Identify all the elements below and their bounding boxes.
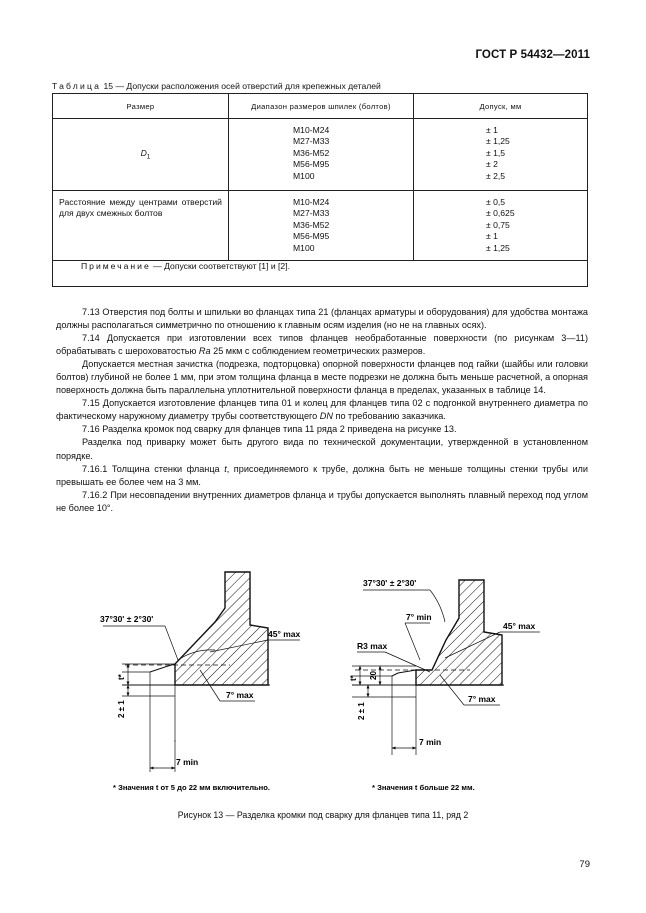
right-weld-drawing xyxy=(352,580,540,755)
left-bevel-label: 7° max xyxy=(226,690,254,700)
left-weld-drawing xyxy=(103,572,300,772)
table-caption-text: 15 — Допуски расположения осей отверстий для крепежных деталей xyxy=(101,81,381,91)
range-cell xyxy=(229,191,414,261)
paragraph-7-15-tail: по требованию заказчика. xyxy=(332,411,446,422)
range-value: M100 xyxy=(293,242,315,253)
header-range: Диапазон размеров шпилек (болтов) xyxy=(229,94,414,119)
right-bevel-edge xyxy=(392,670,416,676)
range-value: M100 xyxy=(293,170,315,181)
paragraph-7-14 xyxy=(56,332,588,358)
dn-symbol: DN xyxy=(319,411,333,422)
right-bevel-label: 7° max xyxy=(468,694,496,704)
paragraph-7-16-cont: Разделка под приварку может быть другого вида по технической документации, утвержденной в установленном порядке. xyxy=(56,437,588,461)
right-leader-7min xyxy=(405,623,420,660)
left-flange-section xyxy=(175,572,268,685)
range-value: M27-M33 xyxy=(293,136,330,147)
tolerance-value: ± 1,5 xyxy=(486,147,506,158)
left-angle-label: 37°30' ± 2°30' xyxy=(100,614,154,624)
tolerance-table xyxy=(52,93,588,287)
paragraph-7-16-1-text: 7.16.1 Толщина стенки фланца xyxy=(82,463,220,474)
range-value: M10-M24 xyxy=(293,125,330,135)
body-text xyxy=(56,306,588,515)
page-number: 79 xyxy=(579,859,590,870)
right-angle-arc xyxy=(430,590,445,622)
right-chamfer-label: 45° max xyxy=(503,621,536,631)
range-value: M56-M95 xyxy=(293,231,330,242)
table-caption xyxy=(52,81,381,91)
range-value: M36-M52 xyxy=(293,147,330,158)
table-row xyxy=(53,191,588,261)
right-flange-section xyxy=(416,580,502,685)
size-distance-cell: Расстояние между центрами отверстий для двух смежных болтов xyxy=(53,191,229,261)
range-value: M56-M95 xyxy=(293,159,330,170)
paragraph-7-14-cont: Допускается местная зачистка (подрезка, подторцовка) опорной поверхности фланцев под гайки (шайбы или головки болтов) глубиной не более 1 мм, при этом толщина фланца в месте подрезки не должна быть меньше расчетной, а опорная поверхность должна быть параллельна уплотнительной поверхности фланца в пределах, указанных в таблице 14. xyxy=(56,359,588,396)
table-caption-word: Таблица xyxy=(52,81,102,91)
paragraph-7-16: 7.16 Разделка кромок под сварку для фланцев типа 11 ряда 2 приведена на рисунке 13. xyxy=(82,424,457,435)
left-dim-2-label: 2 ± 1 xyxy=(117,700,126,718)
right-dim-2-label: 2 ± 1 xyxy=(357,702,366,720)
paragraph-7-16-1-tail: , присоединяемого к трубе, должна быть не меньше толщины стенки трубы или превышать ее более чем на 3 мм. xyxy=(56,463,588,487)
left-leader-angle xyxy=(165,626,178,660)
tolerance-value: ± 2,5 xyxy=(486,170,506,181)
right-radius-label: R3 max xyxy=(357,641,388,651)
standard-code: ГОСТ Р 54432—2011 xyxy=(475,49,590,61)
tolerance-value: ± 1,25 xyxy=(486,242,510,253)
left-chamfer-label: 45° max xyxy=(268,629,301,639)
left-footnote: * Значения t от 5 до 22 мм включительно. xyxy=(113,783,271,792)
header-size: Размер xyxy=(53,94,229,119)
size-d1-subscript: 1 xyxy=(146,153,151,161)
range-cell xyxy=(229,119,414,191)
right-angle2-label: 7° min xyxy=(406,612,432,622)
paragraph-7-15-text: 7.15 Допускается изготовление фланцев типа 01 и колец для фланцев типа 02 с подгонкой внутреннего диаметра по фактическому наружному диаметру трубы соответствующего xyxy=(56,398,588,422)
tolerance-value: ± 1,25 xyxy=(486,136,510,147)
figure-13-drawing xyxy=(0,560,646,805)
table-note-text: — Допуски соответствуют [1] и [2]. xyxy=(150,261,290,271)
range-value: M27-M33 xyxy=(293,208,330,219)
range-value: M36-M52 xyxy=(293,219,330,230)
right-leader-r3 xyxy=(385,652,430,672)
right-angle-label: 37°30' ± 2°30' xyxy=(363,578,417,588)
thickness-symbol: t xyxy=(224,463,227,474)
tolerance-value: ± 2 xyxy=(486,159,498,170)
table-row xyxy=(53,119,588,191)
tolerance-value: ± 1 xyxy=(486,231,498,242)
tolerance-value: ± 0,625 xyxy=(486,208,515,219)
left-dim-t-label: t* xyxy=(117,674,126,680)
tolerance-cell xyxy=(414,191,588,261)
figure-caption: Рисунок 13 — Разделка кромки под сварку для фланцев типа 11, ряд 2 xyxy=(177,810,469,820)
paragraph-7-14-tail: 25 мкм с соблюдением геометрических размеров. xyxy=(210,346,426,357)
table-note-word: Примечание xyxy=(81,261,151,271)
tolerance-value: ± 1 xyxy=(486,125,498,135)
tolerance-value: ± 0,5 xyxy=(486,197,506,207)
right-dim-t-label: t* xyxy=(349,675,358,681)
size-d1-cell xyxy=(53,119,229,191)
header-tolerance: Допуск, мм xyxy=(414,94,588,119)
range-value: M10-M24 xyxy=(293,197,330,207)
table-note-row xyxy=(53,261,588,287)
roughness-symbol: Ra xyxy=(198,346,211,357)
size-d1-symbol: D xyxy=(140,148,147,159)
right-dim-20-label: 20 xyxy=(369,671,378,680)
tolerance-value: ± 0,75 xyxy=(486,219,510,230)
paragraph-7-15 xyxy=(56,397,588,423)
right-footnote: * Значения t больше 22 мм. xyxy=(372,783,475,792)
paragraph-7-16-2: 7.16.2 При несовпадении внутренних диаметров фланца и трубы допускается выполнять плавный переход под углом не более 10°. xyxy=(56,489,588,513)
left-dim-7min-label: 7 min xyxy=(176,757,199,767)
paragraph-7-14-text: 7.14 Допускается при изготовлении всех типов фланцев необработанные поверхности (по рисункам 3—11) обрабатывать с шероховатостью xyxy=(56,333,588,357)
table-header-row xyxy=(53,94,588,119)
tolerance-cell xyxy=(414,119,588,191)
paragraph-7-16-1 xyxy=(56,463,588,489)
table-note xyxy=(53,261,588,287)
paragraph-7-13: 7.13 Отверстия под болты и шпильки во фланцах типа 21 (фланцах арматуры и оборудования) для удобства монтажа должны располагаться симметрично по отношению к главным осям изделия (но не на главных осях). xyxy=(56,307,588,331)
right-dim-7min-label: 7 min xyxy=(419,737,442,747)
